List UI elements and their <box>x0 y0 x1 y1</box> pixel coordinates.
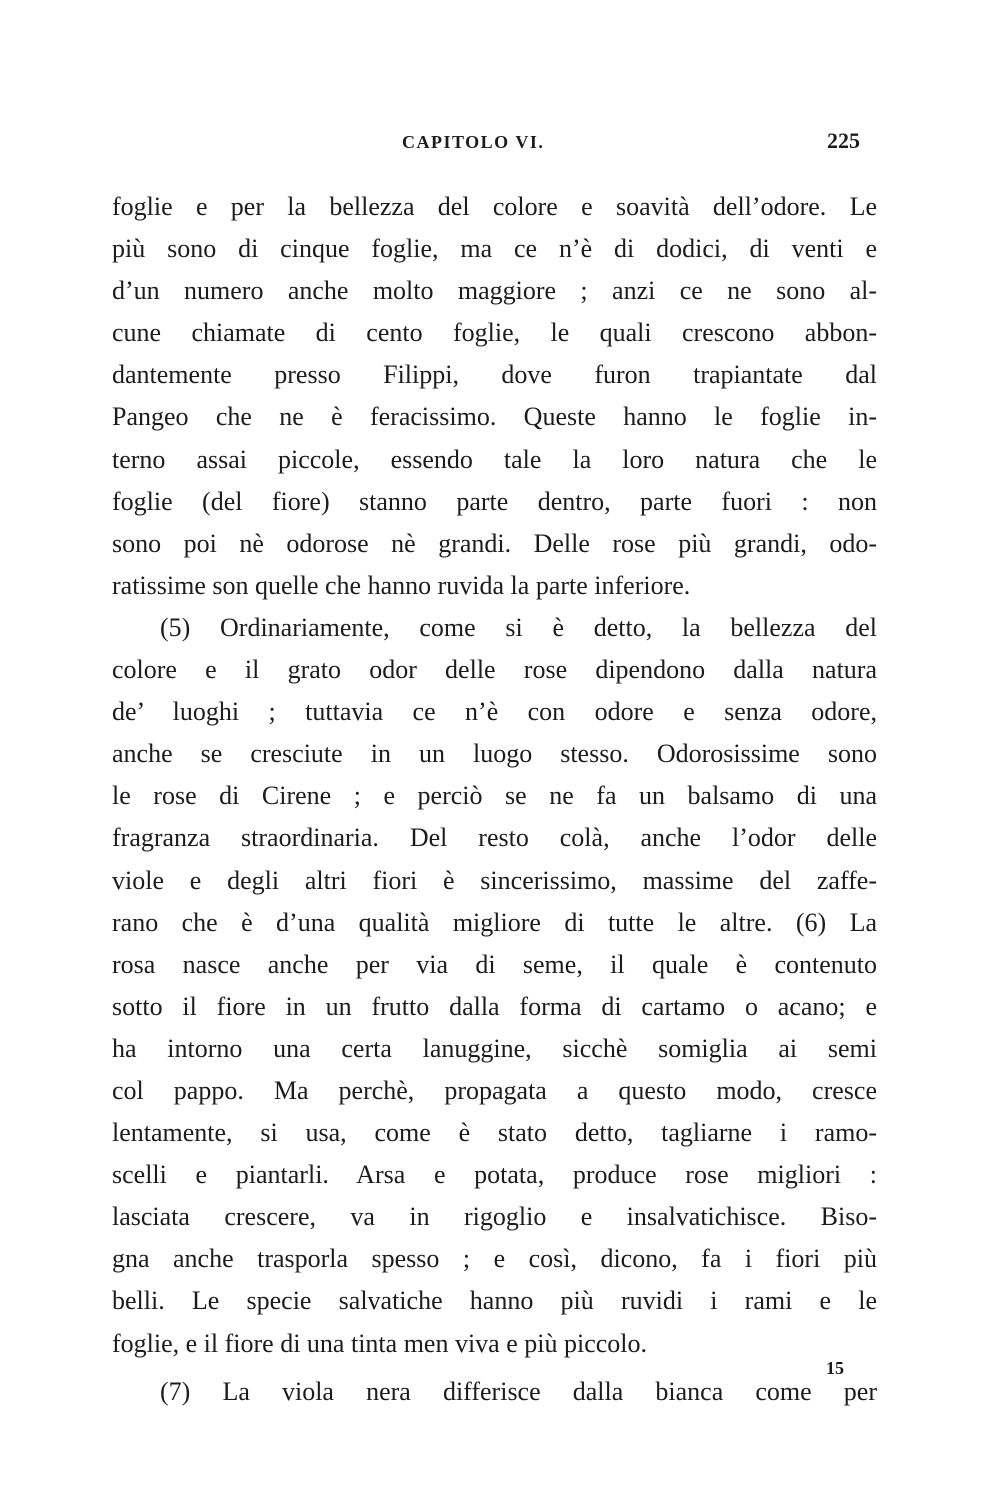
text-line: ha intorno una certa lanuggine, sicchè somiglia ai semi <box>112 1033 877 1063</box>
text-line: lasciata crescere, va in rigoglio e insalvatichisce. Biso- <box>112 1202 877 1232</box>
text-line: col pappo. Ma perchè, propagata a questo modo, cresce <box>112 1075 877 1105</box>
text-line: gna anche trasporla spesso ; e così, dicono, fa i fiori più <box>112 1244 877 1274</box>
text-line: belli. Le specie salvatiche hanno più ruvidi i rami e le <box>112 1286 877 1316</box>
paragraph-start-line: (7) La viola nera differisce dalla bianca come per <box>160 1376 877 1406</box>
text-line: dantemente presso Filippi, dove furon trapiantate dal <box>112 360 877 390</box>
text-line: sotto il fiore in un frutto dalla forma di cartamo o acano; e <box>112 991 877 1021</box>
text-line: scelli e piantarli. Arsa e potata, produce rose migliori : <box>112 1160 877 1190</box>
text-line: ratissime son quelle che hanno ruvida la parte inferiore. <box>112 570 691 600</box>
body-text <box>112 186 877 1413</box>
paragraph-start-line: (5) Ordinariamente, come si è detto, la bellezza del <box>160 612 877 642</box>
text-line: foglie e per la bellezza del colore e soavità dell’odore. Le <box>112 192 877 221</box>
signature-mark: 15 <box>826 1358 844 1378</box>
running-head: CAPITOLO VI. <box>402 132 545 152</box>
text-line: foglie (del fiore) stanno parte dentro, parte fuori : non <box>112 486 877 516</box>
text-line: viole e degli altri fiori è sincerissimo, massime del zaffe- <box>112 865 877 895</box>
text-line: de’ luoghi ; tuttavia ce n’è con odore e senza odore, <box>112 697 877 727</box>
text-line: rosa nasce anche per via di seme, il quale è contenuto <box>112 949 877 979</box>
text-line: cune chiamate di cento foglie, le quali crescono abbon- <box>112 318 877 348</box>
text-line: le rose di Cirene ; e perciò se ne fa un balsamo di una <box>112 781 877 811</box>
text-line: fragranza straordinaria. Del resto colà, anche l’odor delle <box>112 823 877 853</box>
text-line: sono poi nè odorose nè grandi. Delle rose più grandi, odo- <box>112 528 877 558</box>
text-line: terno assai piccole, essendo tale la loro natura che le <box>112 444 877 474</box>
page-header <box>110 128 880 158</box>
text-line: lentamente, si usa, come è stato detto, tagliarne i ramo- <box>112 1118 877 1148</box>
text-line: rano che è d’una qualità migliore di tutte le altre. (6) La <box>112 907 877 937</box>
text-line: foglie, e il fiore di una tinta men viva e più piccolo. <box>112 1328 648 1358</box>
text-line: più sono di cinque foglie, ma ce n’è di dodici, di venti e <box>112 234 877 264</box>
page-number: 225 <box>827 128 860 153</box>
text-line: colore e il grato odor delle rose dipendono dalla natura <box>112 655 877 685</box>
text-line: d’un numero anche molto maggiore ; anzi ce ne sono al- <box>112 276 877 306</box>
text-line: anche se cresciute in un luogo stesso. Odorosissime sono <box>112 739 877 769</box>
text-line: Pangeo che ne è feracissimo. Queste hanno le foglie in- <box>112 402 877 432</box>
